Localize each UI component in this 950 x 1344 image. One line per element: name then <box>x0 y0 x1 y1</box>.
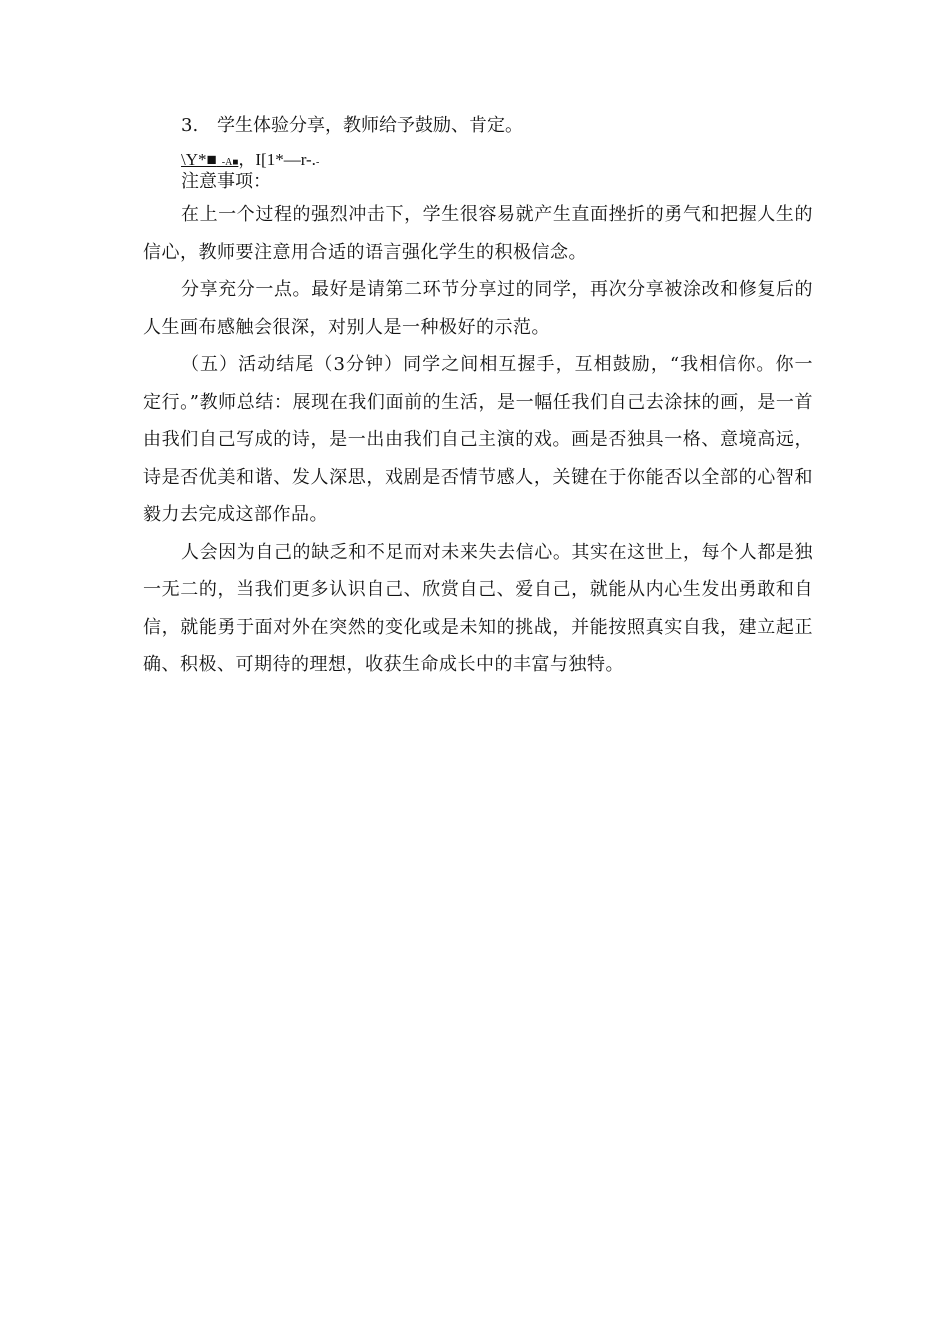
list-item-number: 3. <box>181 115 199 136</box>
garbled-fragment: _-A■ <box>216 157 239 168</box>
garbled-fragment: - <box>315 157 320 168</box>
document-body <box>143 108 813 684</box>
list-item-text: 学生体验分享，教师给予鼓励、肯定。 <box>217 115 523 136</box>
paragraph: 人会因为自己的缺乏和不足而对未来失去信心。其实在这世上，每个人都是独一无二的，当我们更多认识自己、欣赏自己、爱自己，就能从内心生发出勇敢和自信，就能勇于面对外在突然的变化或是未知的挑战，并能按照真实自我，建立起正确、积极、可期待的理想，收获生命成长中的丰富与独特。 <box>143 541 813 675</box>
list-item <box>143 108 813 144</box>
garbled-fragment: ，I[1*—r-. <box>238 150 316 169</box>
notice-heading: 注意事项： <box>181 171 271 192</box>
paragraph: （五）活动结尾（3分钟）同学之间相互握手，互相鼓励，“我相信你。你一定行。”教师总结：展现在我们面前的生活，是一幅任我们自己去涂抹的画，是一首由我们自己写成的诗，是一出由我们自己主演的戏。画是否独具一格、意境高远，诗是否优美和谐、发人深思，戏剧是否情节感人，关键在于你能否以全部的心智和毅力去完成这部作品。 <box>143 354 813 525</box>
paragraph: 在上一个过程的强烈冲击下，学生很容易就产生直面挫折的勇气和把握人生的信心，教师要注意用合适的语言强化学生的积极信念。 <box>143 204 813 263</box>
garbled-text-line <box>181 150 813 170</box>
garbled-fragment: \Y*■ <box>181 150 217 169</box>
paragraph: 分享充分一点。最好是请第二环节分享过的同学，再次分享被涂改和修复后的人生画布感触会很深，对别人是一种极好的示范。 <box>143 279 813 338</box>
